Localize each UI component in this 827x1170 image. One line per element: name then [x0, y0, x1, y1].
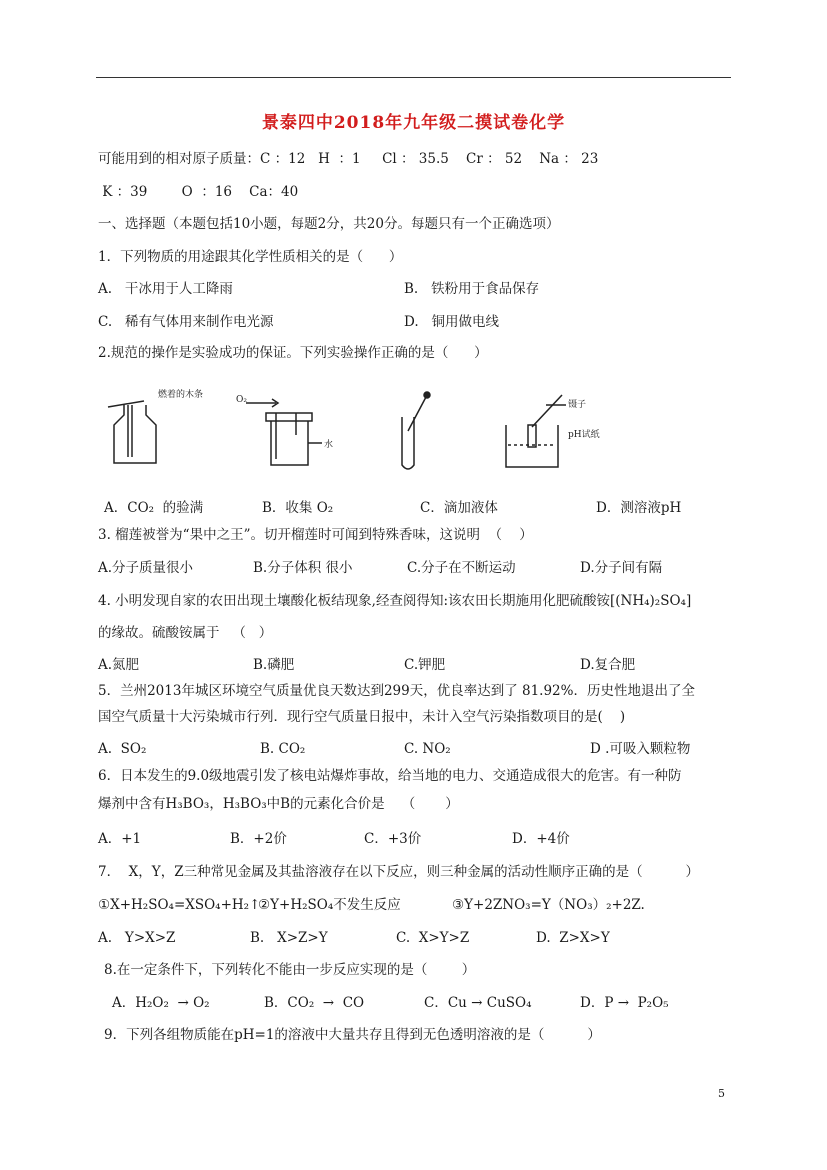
q6-option-a: A．+1 — [98, 831, 142, 847]
q2-option-c: C．滴加液体 — [420, 500, 498, 516]
q8-option-c: C．Cu → CuSO₄ — [424, 995, 532, 1011]
question-8-stem: 8.在一定条件下，下列转化不能由一步反应实现的是（ ） — [104, 962, 476, 978]
q2-option-b: B．收集 O₂ — [262, 500, 334, 516]
figure-b-label-o2: O₂ — [236, 395, 247, 405]
q8-option-a: A．H₂O₂ → O₂ — [112, 995, 210, 1011]
q3-option-a: A.分子质量很小 — [98, 560, 194, 576]
header-rule — [96, 77, 731, 78]
atomic-masses: 可能用到的相对原子质量：C ：12 H ：1 Cl ： 35.5 Cr ： 52 Na ： 23 — [98, 151, 599, 167]
q4-option-a: A.氮肥 — [98, 657, 140, 673]
figure-b-collection-bottle — [246, 399, 322, 465]
q1-option-c: C. 稀有气体用来制作电光源 — [98, 314, 274, 330]
figure-c-test-tube — [402, 392, 430, 469]
q2-experiment-figures — [96, 385, 736, 480]
question-1-stem: 1．下列物质的用途跟其化学性质相关的是（ ） — [98, 249, 403, 265]
q7-reaction-1: ①X+H₂SO₄=XSO₄+H₂↑ — [98, 897, 261, 913]
question-5-stem-2: 国空气质量十大污染城市行列．现行空气质量日报中，未计入空气污染指数项目的是( ) — [98, 709, 626, 725]
q1-option-a: A. 干冰用于人工降雨 — [98, 281, 233, 297]
q4-option-c: C.钾肥 — [404, 657, 446, 673]
figure-b-label-water: 水 — [324, 440, 334, 450]
question-4-stem: 4. 小明发现自家的农田出现土壤酸化板结现象,经查阅得知:该农田长期施用化肥硫酸铵[(NH₄)₂SO₄] — [98, 593, 692, 609]
q1-option-b: B. 铁粉用于食品保存 — [404, 281, 540, 297]
question-9-stem: 9．下列各组物质能在pH=1的溶液中大量共存且得到无色透明溶液的是（ ） — [104, 1027, 601, 1043]
q5-option-a: A. SO₂ — [98, 741, 147, 757]
figure-a-gas-bottle — [108, 401, 156, 463]
q5-option-d: D .可吸入颗粒物 — [590, 741, 691, 757]
exam-title: 景泰四中2018年九年级二摸试卷化学 — [261, 113, 566, 133]
q2-option-a: A．CO₂ 的验满 — [104, 500, 204, 516]
q6-option-b: B．+2价 — [230, 831, 287, 847]
q5-option-b: B. CO₂ — [260, 741, 306, 757]
page-number: 5 — [718, 1087, 725, 1100]
q2-option-d: D．测溶液pH — [596, 500, 682, 516]
section-heading: 一、选择题（本题包括10小题，每题2分，共20分。每题只有一个正确选项） — [98, 216, 560, 232]
figure-d-label-ph-paper: pH试纸 — [568, 430, 600, 440]
q6-option-c: C．+3价 — [364, 831, 422, 847]
q3-option-b: B.分子体积 很小 — [253, 560, 353, 576]
question-2-stem: 2.规范的操作是实验成功的保证。下列实验操作正确的是（ ） — [98, 345, 488, 361]
q7-option-a: A. Y>X>Z — [98, 930, 176, 946]
question-6-stem-2: 爆剂中含有H₃BO₃，H₃BO₃中B的元素化合价是 （ ） — [98, 796, 459, 812]
question-7-stem: 7． X，Y，Z三种常见金属及其盐溶液存在以下反应，则三种金属的活动性顺序正确的是（ ） — [98, 864, 699, 880]
q4-option-d: D.复合肥 — [580, 657, 636, 673]
q4-option-b: B.磷肥 — [253, 657, 295, 673]
q8-option-d: D．P → P₂O₅ — [580, 995, 669, 1011]
q7-option-c: C. X>Y>Z — [396, 930, 470, 946]
q5-option-c: C. NO₂ — [404, 741, 451, 757]
q3-option-c: C.分子在不断运动 — [407, 560, 516, 576]
q7-reaction-2: ②Y+H₂SO₄不发生反应 — [258, 897, 401, 913]
question-3-stem: 3. 榴莲被誉为“果中之王”。切开榴莲时可闻到特殊香味，这说明 （ ） — [98, 527, 533, 543]
figure-a-label: 燃着的木条 — [158, 390, 204, 400]
q3-option-d: D.分子间有隔 — [580, 560, 663, 576]
question-4-stem-2: 的缘故。硫酸铵属于 （ ） — [98, 625, 273, 641]
q7-reaction-3: ③Y+2ZNO₃=Y（NO₃）₂+2Z. — [452, 897, 645, 913]
q7-option-d: D. Z>X>Y — [536, 930, 610, 946]
q7-option-b: B. X>Z>Y — [250, 930, 328, 946]
atomic-masses-2: K ：39 O ：16 Ca：40 — [98, 184, 299, 200]
question-6-stem: 6．日本发生的9.0级地震引发了核电站爆炸事故，给当地的电力、交通造成很大的危害。有一种防 — [98, 768, 682, 784]
q6-option-d: D．+4价 — [512, 831, 570, 847]
question-5-stem: 5．兰州2013年城区环境空气质量优良天数达到299天，优良率达到了 81.92%．历史性地退出了全 — [98, 683, 695, 699]
figure-d-beaker — [506, 395, 566, 467]
q1-option-d: D. 铜用做电线 — [404, 314, 500, 330]
q8-option-b: B．CO₂ → CO — [264, 995, 365, 1011]
figure-d-label-tweezers: 镊子 — [568, 400, 587, 410]
